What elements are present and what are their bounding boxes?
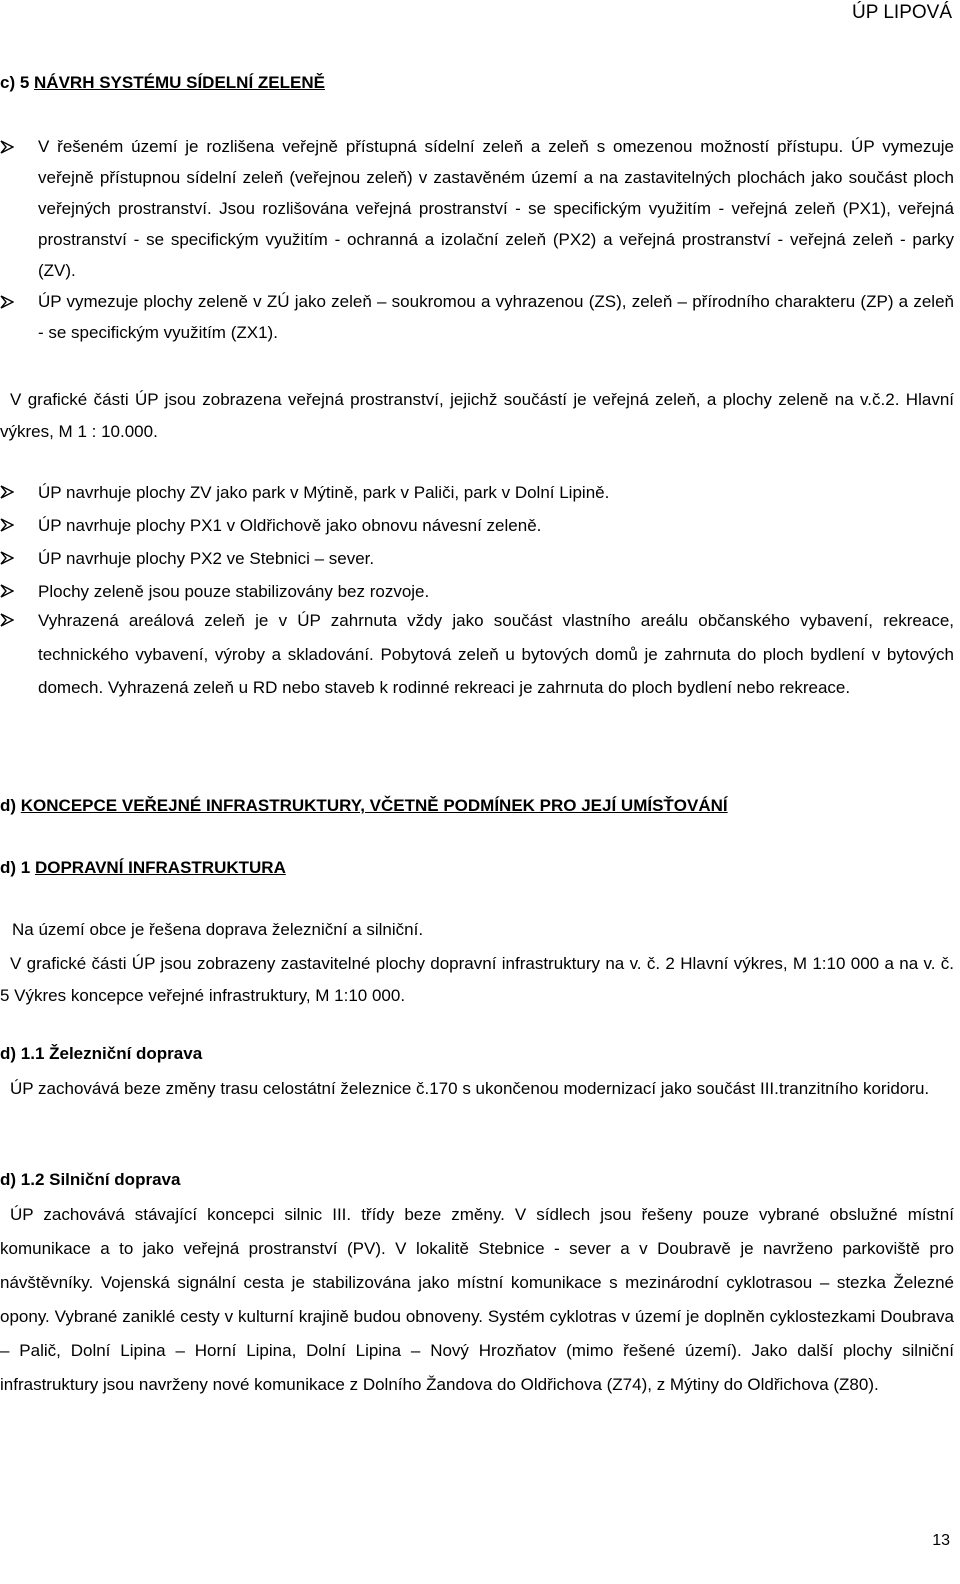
section-heading-d <box>0 796 728 816</box>
arrowhead-bullet-icon <box>0 551 14 565</box>
page-number: 13 <box>932 1532 950 1549</box>
paragraph-transport-types: Na území obce je řešena doprava železniční a silniční. <box>12 920 424 939</box>
list-item-text: ÚP navrhuje plochy PX2 ve Stebnici – sever. <box>38 549 375 568</box>
list-item <box>0 604 954 705</box>
list-item-text: Vyhrazená areálová zeleň je v ÚP zahrnuta vždy jako součást vlastního areálu občanského vybavení, rekreace, technického vybavení, výroby a skladování. Pobytová zeleň u bytových domů je zahrnuta do ploch bydlení v bytových domech. Vyhrazená zeleň u RD nebo staveb k rodinné rekreaci je zahrnuta do ploch bydlení nebo rekreace. <box>38 611 954 697</box>
list-item-text: Plochy zeleně jsou pouze stabilizovány bez rozvoje. <box>38 582 430 601</box>
heading-title: KONCEPCE VEŘEJNÉ INFRASTRUKTURY, VČETNĚ PODMÍNEK PRO JEJÍ UMÍSŤOVÁNÍ <box>20 796 728 815</box>
paragraph-railway: ÚP zachovává beze změny trasu celostátní železnice č.170 s ukončenou modernizací jako součást III.tranzitního koridoru. <box>10 1079 930 1098</box>
list-item <box>0 542 954 575</box>
heading-prefix: d) 1 <box>0 858 35 877</box>
list-item-text: ÚP navrhuje plochy ZV jako park v Mýtině, park v Paliči, park v Dolní Lipině. <box>38 483 610 502</box>
list-item <box>0 131 954 286</box>
list-item <box>0 476 954 509</box>
heading-prefix: c) 5 <box>0 73 35 92</box>
list-item <box>0 286 954 348</box>
arrowhead-bullet-icon <box>0 613 14 627</box>
list-item-text: ÚP navrhuje plochy PX1 v Oldřichově jako obnovu návesní zeleně. <box>38 516 542 535</box>
arrowhead-bullet-icon <box>0 584 14 598</box>
list-item <box>0 509 954 542</box>
section-heading-d11: d) 1.1 Železniční doprava <box>0 1044 203 1063</box>
paragraph-road-transport: ÚP zachovává stávající koncepci silnic III. třídy beze změny. V sídlech jsou řešeny pouze vybrané obslužné místní komunikace a to jako veřejná prostranství (PV). V lokalitě Stebnice - sever a v Doubravě je navrženo parkoviště pro návštěvníky. Vojenská signální cesta je stabilizována jako místní komunikace s mezinárodní cyklotrasou – stezka Železné opony. Vybrané zaniklé cesty v kulturní krajině budou obnoveny. Systém cyklotras v území je doplněn cyklostezkami Doubrava – Palič, Dolní Lipina – Horní Lipina, Dolní Lipina – Nový Hrozňatov (mimo řešené území). Jako další plochy silniční infrastruktury jsou navrženy nové komunikace z Dolního Žandova do Oldřichova (Z74), z Mýtiny do Oldřichova (Z80). <box>0 1205 954 1394</box>
heading-title: DOPRAVNÍ INFRASTRUKTURA <box>34 858 286 877</box>
paragraph-transport-graphic: V grafické části ÚP jsou zobrazeny zastavitelné plochy dopravní infrastruktury na v. č. 2 Hlavní výkres, M 1:10 000 a na v. č. 5 Výkres koncepce veřejné infrastruktury, M 1:10 000. <box>0 954 954 1005</box>
bullet-list-c5a <box>0 131 954 348</box>
arrowhead-bullet-icon <box>0 295 14 309</box>
section-heading-c5 <box>0 73 325 93</box>
arrowhead-bullet-icon <box>0 518 14 532</box>
arrowhead-bullet-icon <box>0 140 14 154</box>
section-heading-d1 <box>0 858 286 878</box>
list-item-text: ÚP vymezuje plochy zeleně v ZÚ jako zeleň – soukromou a vyhrazenou (ZS), zeleň – přírodního charakteru (ZP) a zeleň - se specifickým využitím (ZX1). <box>38 292 954 342</box>
arrowhead-bullet-icon <box>0 485 14 499</box>
document-header: ÚP LIPOVÁ <box>852 2 952 23</box>
heading-title: NÁVRH SYSTÉMU SÍDELNÍ ZELENĚ <box>34 73 325 92</box>
list-item-text: V řešeném území je rozlišena veřejně přístupná sídelní zeleň a zeleň s omezenou možností přístupu. ÚP vymezuje veřejně přístupnou sídelní zeleň (veřejnou zeleň) v zastavěném území a na zastavitelných plochách jako součást ploch veřejných prostranství. Jsou rozlišována veřejná prostranství - se specifickým využitím - veřejná zeleň (PX1), veřejná prostranství - se specifickým využitím - ochranná a izolační zeleň (PX2) a veřejná prostranství - veřejná zeleň - parky (ZV). <box>38 137 954 280</box>
bullet-list-c5c <box>0 604 954 705</box>
section-heading-d12: d) 1.2 Silniční doprava <box>0 1170 181 1189</box>
heading-prefix: d) <box>0 796 21 815</box>
paragraph-graphic-part: V grafické části ÚP jsou zobrazena veřejná prostranství, jejichž součástí je veřejná zeleň, a plochy zeleně na v.č.2. Hlavní výkres, M 1 : 10.000. <box>0 390 954 441</box>
bullet-list-c5b <box>0 476 954 608</box>
